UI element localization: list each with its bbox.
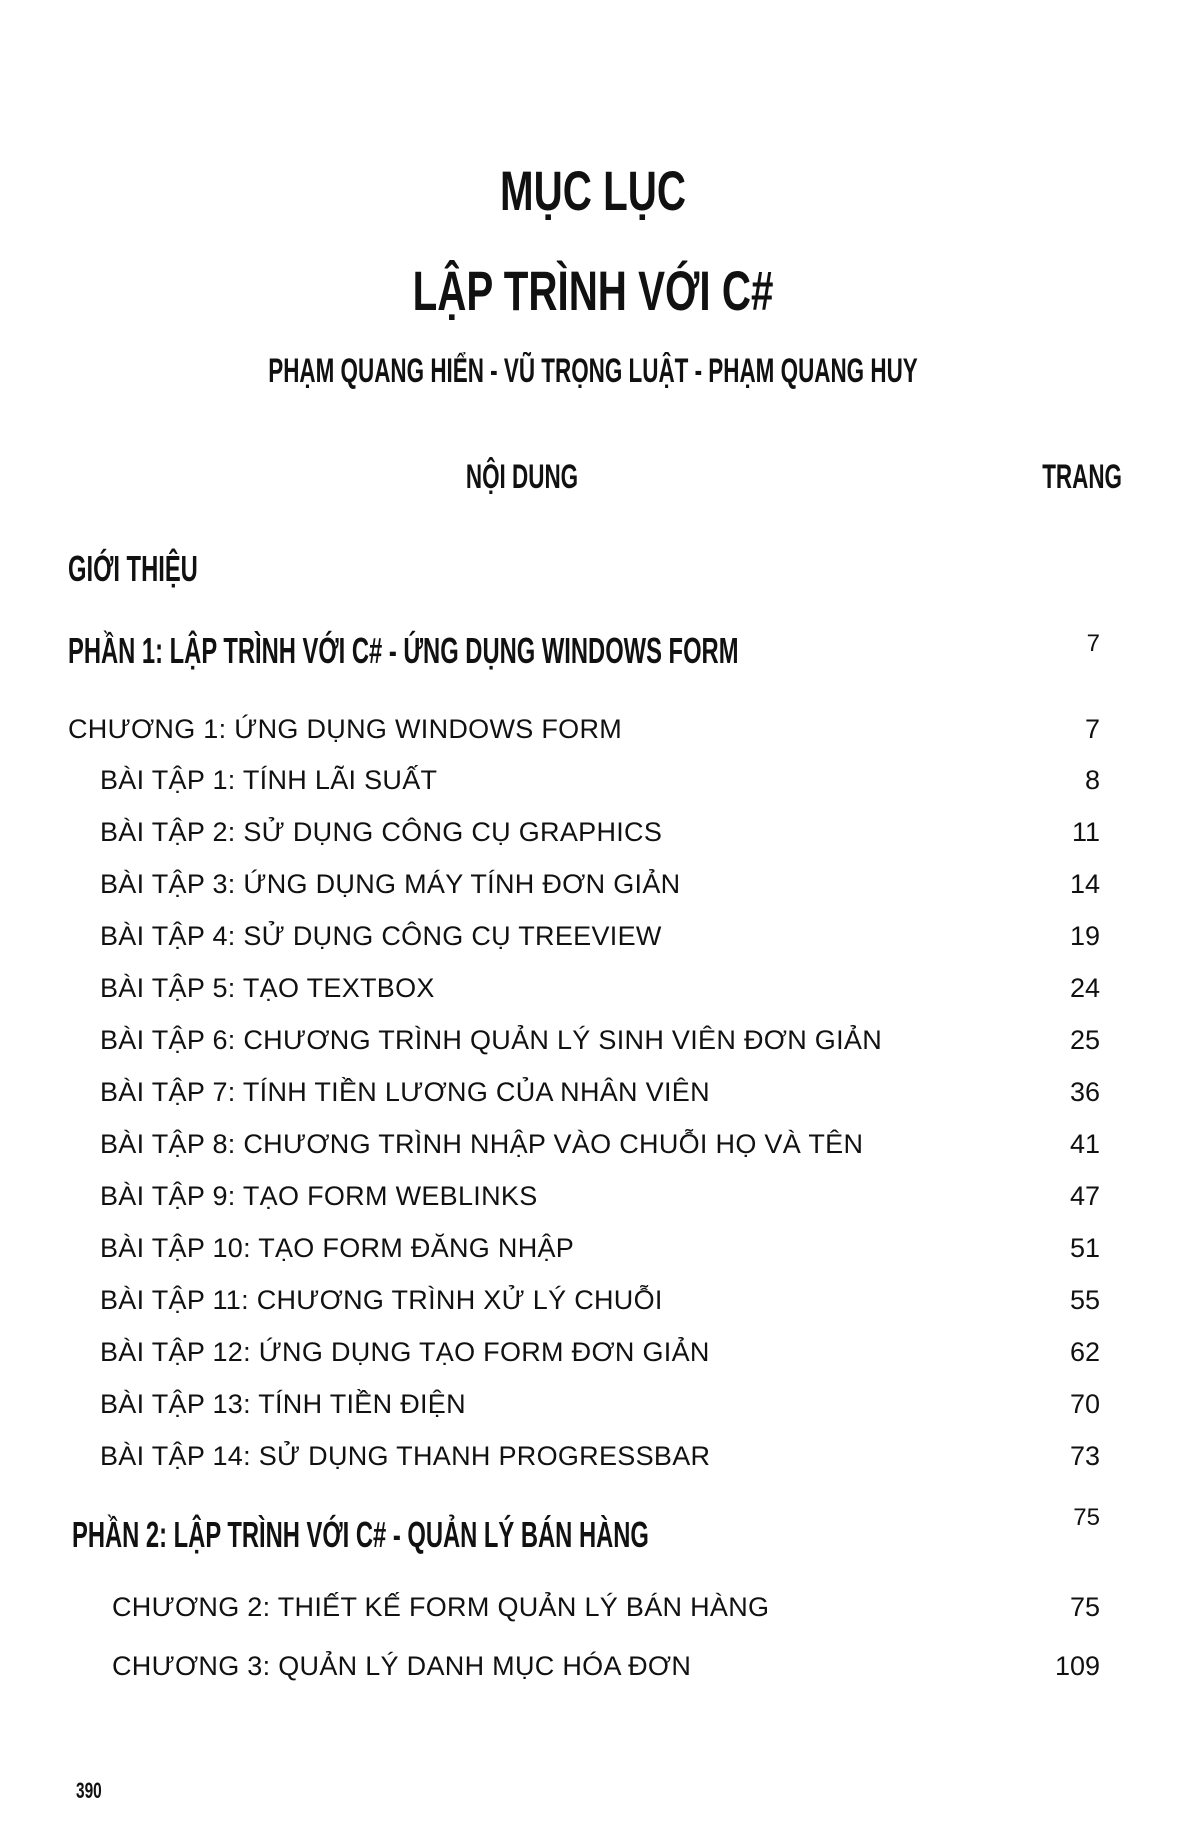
exercise-13-title: BÀI TẬP 13: TÍNH TIỀN ĐIỆN <box>100 1389 466 1419</box>
exercise-3-page: 14 <box>1069 869 1100 899</box>
part1-page: 7 <box>1086 630 1100 657</box>
chapter3-page: 109 <box>1054 1651 1100 1681</box>
exercise-5-title: BÀI TẬP 5: TẠO TEXTBOX <box>100 973 435 1003</box>
exercise-14-page: 73 <box>1069 1441 1100 1471</box>
exercise-6-title: BÀI TẬP 6: CHƯƠNG TRÌNH QUẢN LÝ SINH VIÊN ĐƠN GIẢN <box>100 1025 883 1055</box>
exercise-2-title: BÀI TẬP 2: SỬ DỤNG CÔNG CỤ GRAPHICS <box>100 817 663 847</box>
exercise-7-title: BÀI TẬP 7: TÍNH TIỀN LƯƠNG CỦA NHÂN VIÊN <box>100 1077 710 1107</box>
exercise-2-page: 11 <box>1071 817 1100 847</box>
exercise-12-title: BÀI TẬP 12: ỨNG DỤNG TẠO FORM ĐƠN GIẢN <box>100 1337 710 1367</box>
chapter2-title: CHƯƠNG 2: THIẾT KẾ FORM QUẢN LÝ BÁN HÀNG <box>112 1592 770 1622</box>
part2-title: PHẦN 2: LẬP TRÌNH VỚI C# - QUẢN LÝ BÁN HÀNG <box>72 1514 649 1555</box>
exercise-9-title: BÀI TẬP 9: TẠO FORM WEBLINKS <box>100 1181 538 1211</box>
exercise-4-page: 19 <box>1069 921 1100 951</box>
column-header-content: NỘI DUNG <box>465 458 579 496</box>
part2-page: 75 <box>1073 1504 1100 1531</box>
toc-title: MỤC LỤC <box>500 159 686 222</box>
exercise-1-title: BÀI TẬP 1: TÍNH LÃI SUẤT <box>100 765 438 795</box>
exercise-8-page: 41 <box>1069 1129 1100 1159</box>
exercise-13-page: 70 <box>1069 1389 1100 1419</box>
exercise-11-page: 55 <box>1069 1285 1100 1315</box>
exercise-5-page: 24 <box>1069 973 1100 1003</box>
exercise-10-page: 51 <box>1069 1233 1100 1263</box>
exercise-8-title: BÀI TẬP 8: CHƯƠNG TRÌNH NHẬP VÀO CHUỖI HỌ VÀ TÊN <box>100 1129 864 1159</box>
page-number: 390 <box>76 1778 102 1803</box>
book-authors: PHẠM QUANG HIỂN - VŨ TRỌNG LUẬT - PHẠM QUANG HUY <box>268 352 918 390</box>
exercise-7-page: 36 <box>1069 1077 1100 1107</box>
chapter1-page: 7 <box>1084 714 1100 744</box>
exercise-3-title: BÀI TẬP 3: ỨNG DỤNG MÁY TÍNH ĐƠN GIẢN <box>100 869 681 899</box>
column-header-page: TRANG <box>1042 458 1122 496</box>
part1-title: PHẦN 1: LẬP TRÌNH VỚI C# - ỨNG DỤNG WINDOWS FORM <box>68 630 739 671</box>
exercise-12-page: 62 <box>1069 1337 1100 1367</box>
exercise-10-title: BÀI TẬP 10: TẠO FORM ĐĂNG NHẬP <box>100 1233 575 1263</box>
book-title: LẬP TRÌNH VỚI C# <box>412 259 774 322</box>
exercise-1-page: 8 <box>1084 765 1100 795</box>
intro-heading: GIỚI THIỆU <box>68 548 198 589</box>
chapter2-page: 75 <box>1069 1592 1100 1622</box>
chapter1-title: CHƯƠNG 1: ỨNG DỤNG WINDOWS FORM <box>68 714 623 744</box>
exercise-9-page: 47 <box>1069 1181 1100 1211</box>
chapter3-title: CHƯƠNG 3: QUẢN LÝ DANH MỤC HÓA ĐƠN <box>112 1651 692 1681</box>
exercise-14-title: BÀI TẬP 14: SỬ DỤNG THANH PROGRESSBAR <box>100 1441 711 1471</box>
exercise-4-title: BÀI TẬP 4: SỬ DỤNG CÔNG CỤ TREEVIEW <box>100 921 662 951</box>
exercise-6-page: 25 <box>1069 1025 1100 1055</box>
exercise-11-title: BÀI TẬP 11: CHƯƠNG TRÌNH XỬ LÝ CHUỖI <box>100 1285 663 1315</box>
